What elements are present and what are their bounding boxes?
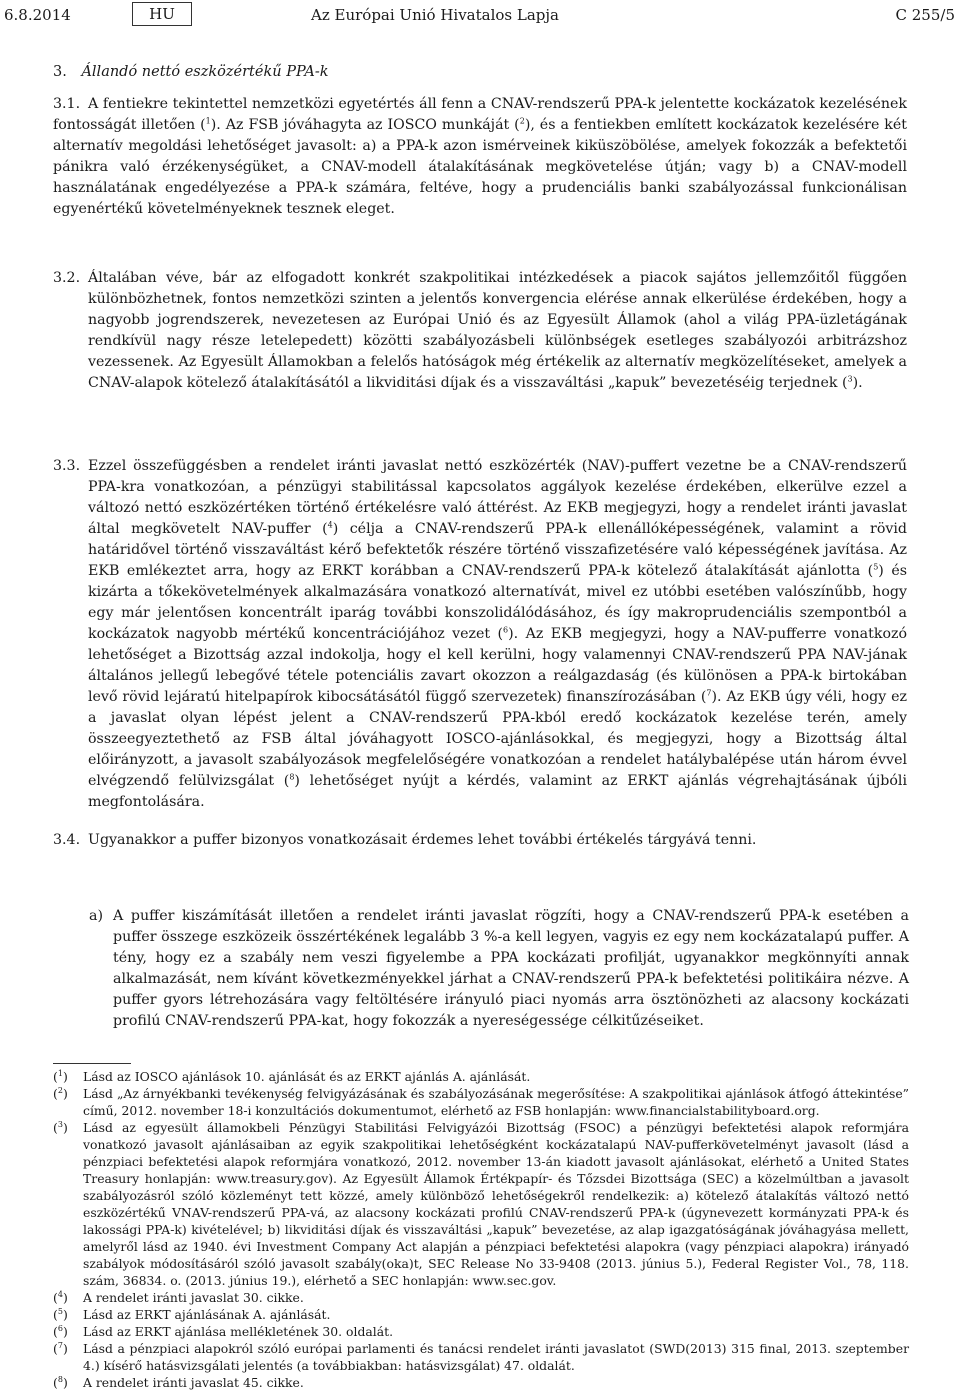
page-header bbox=[0, 0, 960, 30]
footnote-3: ($^3$) Lásd az egyesült államokbeli Pénzügyi Stabilitási Felvigyázói Bizottság (FSOC) a pénzügyi befektetési alapok reformjára vonatkozó javasolt ajánlásaiban az egyik szakpolitikai lehetőségként kockázatalapú NAV-pufferkövetelményt javasolt (lásd a pénzpiaci befektetési alapok reformjára vonatkozó, 2012. november 13-án kiadott javasolt ajánlásokat, elérhető a United States Treasury honlapján: www.treasury.gov). Az Egyesült Államok Értékpapír- és Tőzsdei Bizottsága (SEC) a közelmúltban a javasolt szabályozásról szóló közleményt tett közzé, amely különböző lehetőségekről rendelkezik: a) kötelező átalakítás változó nettó eszközértékű VNAV-rendszerű PPA-vá, az alacsony kockázati profilú CNAV-rendszerű PPA-k (úgynevezett kormányzati PPA-k és lakossági PPA-k) kivételével; b) likviditási díjak és visszaváltási „kapuk” bevezetése, az alap igazgatóságának jóváhagyása mellett, amelyről lásd az 1940. évi Investment Company Act alapján a pénzpiaci befektetési alapokra (vagy pénzpiaci alapokra) irányadó szabályok módosításáról szóló javasolt szabály(oka)t, SEC Release No 33-9408 (2013. június 5.), Federal Register Vol., 78, 118. szám, 36834. o. (2013. június 19.), elérhető a SEC honlapján: www.sec.gov. bbox=[53, 1119, 909, 1288]
paragraph-3-2 bbox=[53, 268, 907, 394]
list-item-a bbox=[89, 906, 909, 1032]
footnote-ref[interactable]: 7 bbox=[706, 688, 712, 698]
footnote-2: ($^2$) Lásd „Az árnyékbanki tevékenység felvigyázásának és szabályozásának megerősítése: A szakpolitikai ajánlások átfogó áttekintése” című, 2012. november 18-i konzultációs dokumentumot, elérhető az FSB honlapján: www.financialstabilityboard.org. bbox=[53, 1085, 909, 1118]
footnote-8: ($^8$) A rendelet iránti javaslat 45. cikke. bbox=[53, 1374, 304, 1390]
footnote-1: ($^1$) Lásd az IOSCO ajánlások 10. ajánlását és az ERKT ajánlás A. ajánlását. bbox=[53, 1068, 531, 1084]
paragraph-text: Ezzel összefüggésben a rendelet iránti javaslat nettó eszközérték (NAV)-puffert vezetne be a CNAV-rendszerű PPA-kra vonatkozóan, a pénzügyi stabilitással kapcsolatos aggályok kezelése érdekében, elkerülve ezzel a változó nettó eszközértéken történő értékelésre való áttérést. Az EKB megjegyzi, hogy a rendelet iránti javaslat által megkövetelt NAV-puffer ($^4$) célja a CNAV-rendszerű PPA-k ellenállóképességének, valamint a rövid határidővel történő visszaváltást kérő befektetők részére történő visszafizetésére való képességének javítása. Az EKB emlékeztet arra, hogy az ERKT korábban a CNAV-rendszerű PPA-k kötelező átalakítását ajánlotta ($^5$) és kizárta a tőkekövetelmények alkalmazására vonatkozó alternatívát, mivel ez utóbbi esetében valószínűbb, hogy egy már jelentősen koncentrált iparág további konszolidálódásához, és így makroprudenciális szempontból a kockázatok nagyobb mértékű koncentrációjához vezet ($^6$). Az EKB megjegyzi, hogy a NAV-pufferre vonatkozó lehetőséget a Bizottság azzal indokolja, hogy el kell kerülni, hogy valamennyi CNAV-rendszerű PPA NAV-jának általános jellegű lebegővé tétele potenciális zavart okozzon a reálgazdaság (és különösen a PPA-k birtokában levő rövid lejáratú hitelpapírok kibocsátásától függő szervezetek) finanszírozásában ($^7$). Az EKB úgy véli, hogy ez a javaslat olyan lépést jelent a CNAV-rendszerű PPA-kból eredő kockázatok kezelése terén, amely összeegyeztethető az FSB által jóváhagyott IOSCO-ajánlásokkal, és megjegyzi, hogy a Bizottság által előirányzott, a javasolt szabályozások megfelelőségére vonatkozóan a rendelet hatálybalépése után három évvel elvégzendő felülvizsgálat ($^8$) lehetőséget nyújt a kérdés, valamint az ERKT ajánlás végrehajtásának újbóli megfontolására. bbox=[88, 458, 907, 810]
paragraph-3-4 bbox=[53, 830, 907, 851]
footnote-ref[interactable]: 8 bbox=[289, 772, 295, 782]
paragraph-text: Ugyanakkor a puffer bizonyos vonatkozásait érdemes lehet további értékelés tárgyává tenni. bbox=[88, 832, 757, 848]
footnote-ref[interactable]: 4 bbox=[327, 520, 333, 530]
publication-date: 6.8.2014 bbox=[4, 6, 71, 24]
list-item-label: a) bbox=[89, 908, 103, 924]
paragraph-text: Általában véve, bár az elfogadott konkrét szakpolitikai intézkedések a piacok sajátos jellemzőitől függően különbözhetnek, fontos nemzetközi szinten a jelentős konvergencia elérése annak elkerülése érdekében, hogy a nagyobb jogrendszerek, nevezetesen az Európai Unió és az Egyesült Államok (ahol a világ PPA-üzletágának rendkívül nagy része letelepedett) közötti szabályozásbeli különbségek esetleges szabályozói arbitrázshoz vezessenek. Az Egyesült Államokban a felelős hatóságok még értékelik az alternatív megközelítéseket, amelyek a CNAV-alapok kötelező átalakításától a likviditási díjak és a visszaváltási „kapuk” bevezetéséig terjednek ($^3$). bbox=[88, 270, 907, 391]
footnote-ref[interactable]: 1 bbox=[205, 116, 211, 126]
page-code: C 255/5 bbox=[895, 6, 955, 24]
journal-title: Az Európai Unió Hivatalos Lapja bbox=[311, 6, 559, 24]
footnote-7: ($^7$) Lásd a pénzpiaci alapokról szóló európai parlamenti és tanácsi rendelet iránti javaslatot (SWD(2013) 315 final, 2013. szeptember 4.) kísérő hatásvizsgálati jelentés (a továbbiakban: hatásvizsgálat) 47. oldalát. bbox=[53, 1340, 909, 1373]
footnote-ref[interactable]: 2 bbox=[519, 116, 525, 126]
paragraph-3-1 bbox=[53, 94, 907, 220]
section-title: Állandó nettó eszközértékű PPA-k bbox=[81, 64, 329, 80]
paragraph-number: 3.1. bbox=[53, 96, 81, 112]
footnote-4: ($^4$) A rendelet iránti javaslat 30. cikke. bbox=[53, 1289, 304, 1305]
section-number: 3. bbox=[53, 64, 67, 80]
footnote-ref[interactable]: 3 bbox=[847, 374, 853, 384]
footnote-divider bbox=[53, 1063, 131, 1064]
language-badge: HU bbox=[132, 2, 192, 26]
footnote-ref[interactable]: 5 bbox=[873, 562, 879, 572]
paragraph-number: 3.2. bbox=[53, 270, 81, 286]
paragraph-number: 3.4. bbox=[53, 832, 81, 848]
list-item-text: A puffer kiszámítását illetően a rendelet iránti javaslat rögzíti, hogy a CNAV-rendszerű PPA-k esetében a puffer összege eszközeik összértékének legalább 3 %-a kell legyen, vagyis ez egy nem kockázatalapú puffer. A tény, hogy ez a szabály nem veszi figyelembe a PPA kockázati profilját, ugyanakkor megkönnyíti annak alkalmazását, nem kívánt következményekkel járhat a CNAV-rendszerű PPA-k befektetési politikáira nézve. A puffer gyors létrehozására vagy feltöltésére irányuló piaci nyomás arra ösztönözheti az alacsony kockázati profilú CNAV-rendszerű PPA-kat, hogy fokozzák a nyereségessége célkitűzéseiket. bbox=[113, 908, 909, 1029]
footnote-ref[interactable]: 6 bbox=[503, 625, 509, 635]
footnotes bbox=[53, 1068, 909, 1391]
paragraph-text: A fentiekre tekintettel nemzetközi egyetértés áll fenn a CNAV-rendszerű PPA-k jelentette kockázatok kezelésének fontosságát illetően ($^1$). Az FSB jóváhagyta az IOSCO munkáját ($^2$), és a fentiekben említett kockázatok kezelésére két alternatív megoldási lehetőséget javasolt: a) a PPA-k azon ismérveinek kiküszöbölése, amelyek fokozzák a befektetői pánikra való érzékenységüket, a CNAV-modell átalakításának megkövetelése útján; vagy b) a CNAV-modell használatának engedélyezése a PPA-k számára, feltéve, hogy a prudenciális banki szabályozással funkcionálisan egyenértékű követelményeknek tesznek eleget. bbox=[53, 96, 907, 217]
paragraph-3-3 bbox=[53, 456, 907, 813]
section-heading bbox=[53, 64, 329, 80]
paragraph-number: 3.3. bbox=[53, 458, 81, 474]
footnote-6: ($^6$) Lásd az ERKT ajánlása mellékletének 30. oldalát. bbox=[53, 1323, 394, 1339]
footnote-5: ($^5$) Lásd az ERKT ajánlásának A. ajánlását. bbox=[53, 1306, 331, 1322]
